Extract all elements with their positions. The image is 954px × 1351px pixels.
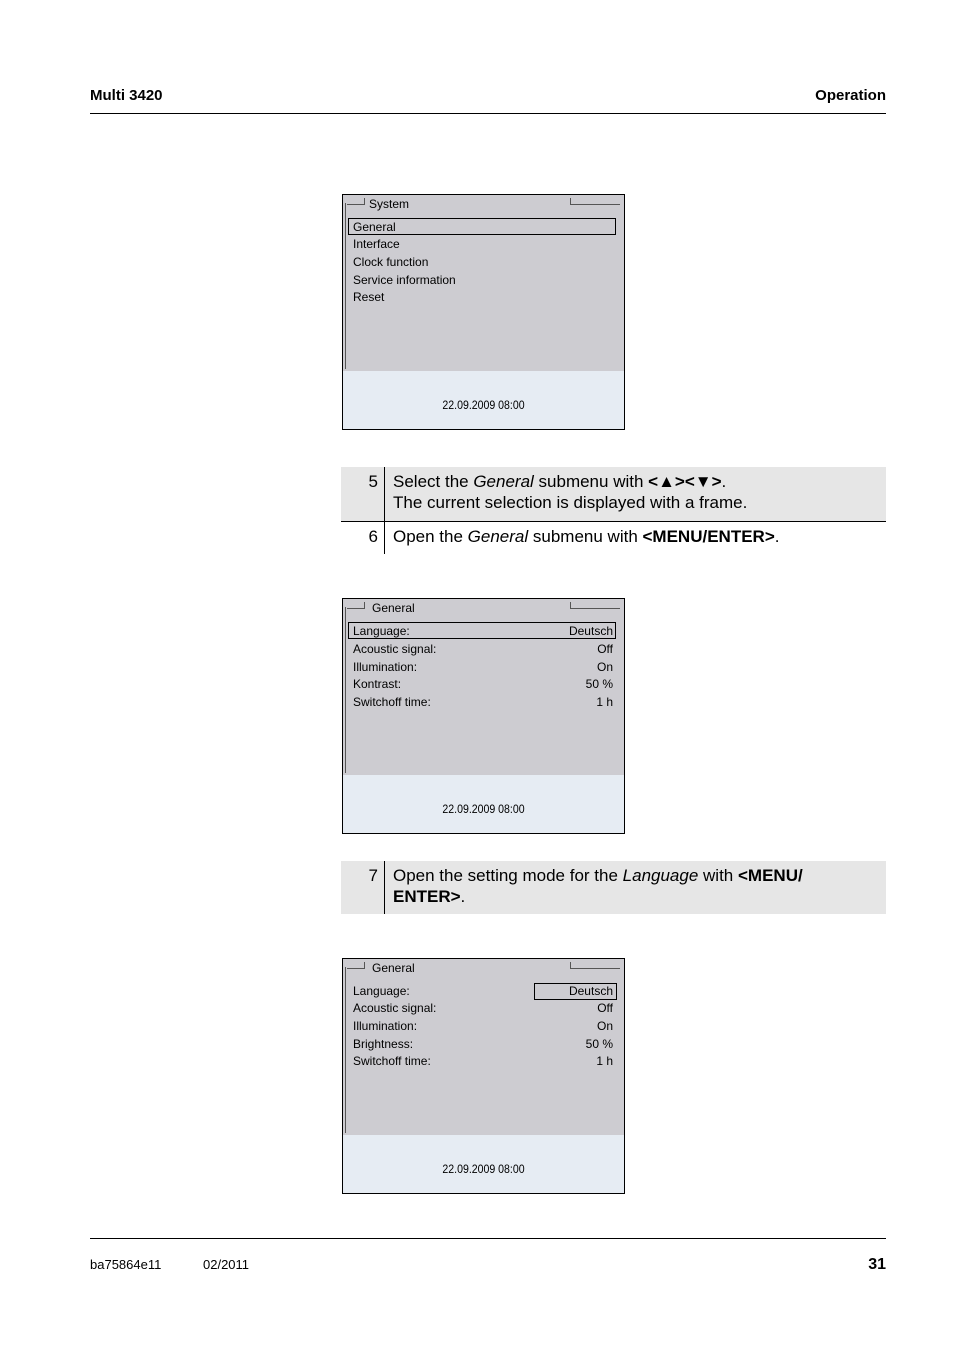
setting-row-illumination[interactable]: Illumination: On bbox=[353, 1019, 613, 1033]
step-number: 6 bbox=[368, 527, 378, 546]
screen-title: General bbox=[372, 601, 415, 615]
screen-timestamp: 22.09.2009 08:00 bbox=[442, 802, 525, 816]
step-text: Select the General submenu with <▲><▼>. The current selection is displayed with a frame. bbox=[393, 472, 748, 512]
step-5 bbox=[341, 467, 886, 521]
screen-general-menu bbox=[342, 598, 625, 834]
menu-item-clock-function[interactable]: Clock function bbox=[353, 255, 429, 269]
footer-rule bbox=[90, 1238, 886, 1239]
menu-item-interface[interactable]: Interface bbox=[353, 237, 400, 251]
step-7 bbox=[341, 861, 886, 914]
setting-row-acoustic-signal[interactable]: Acoustic signal: Off bbox=[353, 1001, 613, 1015]
setting-row-kontrast[interactable]: Kontrast: 50 % bbox=[353, 677, 613, 691]
step-text: Open the setting mode for the Language with <MENU/ ENTER>. bbox=[393, 866, 803, 906]
step-number: 7 bbox=[368, 866, 378, 885]
header-title: Multi 3420 bbox=[90, 87, 163, 104]
setting-row-switchoff-time[interactable]: Switchoff time: 1 h bbox=[353, 1054, 613, 1068]
setting-row-switchoff-time[interactable]: Switchoff time: 1 h bbox=[353, 695, 613, 709]
step-text: Open the General submenu with <MENU/ENTER>. bbox=[393, 527, 780, 546]
screen-title: System bbox=[369, 197, 410, 211]
footer-doc-id: ba75864e11 bbox=[90, 1257, 162, 1272]
screen-system-menu bbox=[342, 194, 625, 430]
header-section: Operation bbox=[815, 87, 886, 104]
step-number: 5 bbox=[368, 472, 378, 491]
menu-item-general[interactable]: General bbox=[353, 220, 396, 234]
footer-date: 02/2011 bbox=[203, 1257, 250, 1272]
step-6 bbox=[341, 522, 886, 554]
setting-row-language[interactable]: Language: Deutsch bbox=[353, 984, 613, 998]
setting-row-illumination[interactable]: Illumination: On bbox=[353, 660, 613, 674]
menu-item-service-information[interactable]: Service information bbox=[353, 273, 456, 287]
screen-title: General bbox=[372, 961, 415, 975]
menu-item-reset[interactable]: Reset bbox=[353, 290, 385, 304]
setting-row-acoustic-signal[interactable]: Acoustic signal: Off bbox=[353, 642, 613, 656]
screen-general-edit bbox=[342, 958, 625, 1194]
setting-row-language[interactable]: Language: Deutsch bbox=[353, 624, 613, 638]
screen-timestamp: 22.09.2009 08:00 bbox=[442, 1162, 525, 1176]
page-number: 31 bbox=[868, 1256, 886, 1273]
header-rule bbox=[90, 113, 886, 114]
screen-timestamp: 22.09.2009 08:00 bbox=[442, 398, 525, 412]
setting-row-brightness[interactable]: Brightness: 50 % bbox=[353, 1037, 613, 1051]
